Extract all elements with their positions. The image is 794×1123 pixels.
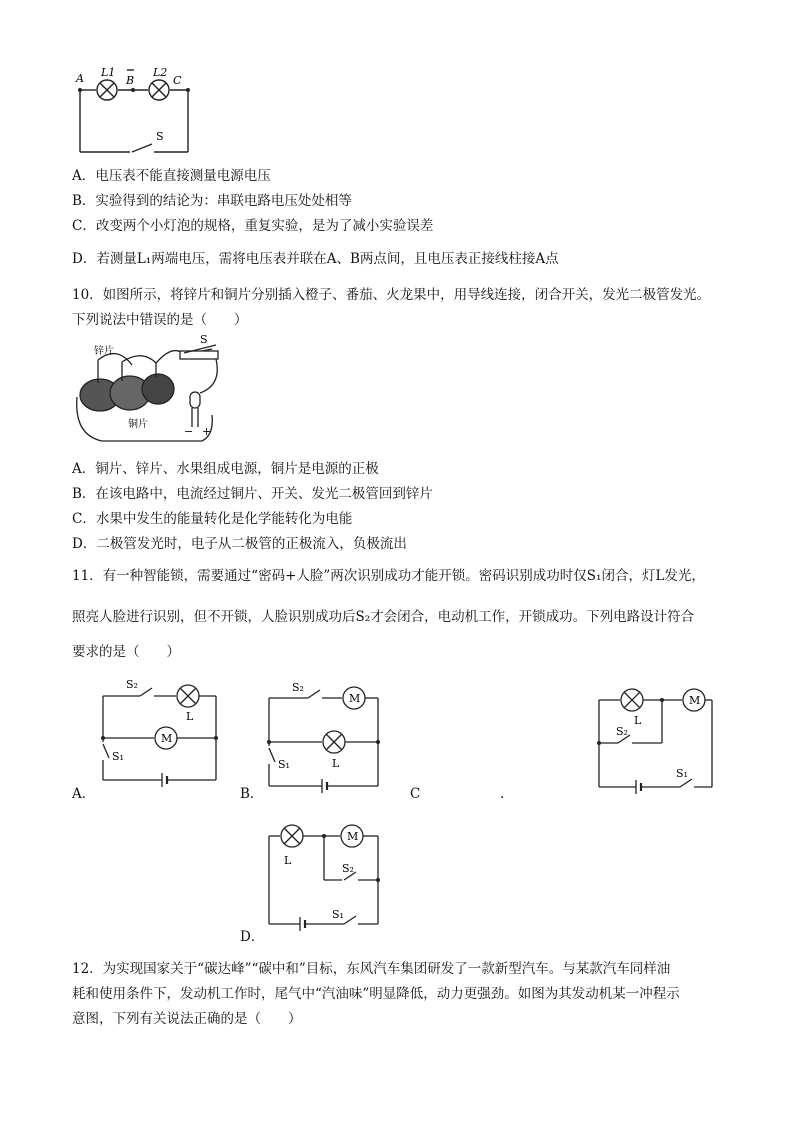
q10-stem-line1: 10．如图所示，将锌片和铜片分别插入橙子、番茄、火龙果中，用导线连接，闭合开关，发光二极管发光。 xyxy=(72,287,711,303)
q10-option-a: A．铜片、锌片、水果组成电源，铜片是电源的正极 xyxy=(72,461,379,477)
q11-d-label-m: M xyxy=(347,830,359,843)
q10-label-switch: S xyxy=(200,333,208,346)
q10-stem-line2: 下列说法中错误的是（ ） xyxy=(72,312,248,328)
q10-option-d: D．二极管发光时，电子从二极管的正极流入，负极流出 xyxy=(72,536,407,552)
q11-choice-a[interactable]: A． xyxy=(72,786,96,802)
q11-circuit-c xyxy=(596,683,721,795)
q11-choice-c-dot: . xyxy=(500,786,505,802)
q11-c-label-s2: S₂ xyxy=(616,725,628,738)
q11-circuit-a xyxy=(100,678,225,790)
q11-b-label-s1: S₁ xyxy=(278,758,290,771)
q9-label-l1: L1 xyxy=(101,66,116,79)
q11-b-label-l: L xyxy=(332,757,340,770)
q11-choice-d[interactable]: D． xyxy=(240,929,265,945)
q11-c-label-l: L xyxy=(634,714,642,727)
q9-circuit-figure xyxy=(70,60,200,160)
q11-c-label-m: M xyxy=(689,694,701,707)
q10-option-c: C．水果中发生的能量转化是化学能转化为电能 xyxy=(72,511,353,527)
q11-c-label-s1: S₁ xyxy=(676,767,688,780)
q11-d-label-l: L xyxy=(284,854,292,867)
q11-stem-line2: 照亮人脸进行识别，但不开锁，人脸识别成功后S₂才会闭合，电动机工作，开锁成功。下列电路设计符合 xyxy=(72,609,695,625)
q10-label-plus: + xyxy=(202,425,212,438)
q9-option-c: C．改变两个小灯泡的规格，重复实验，是为了减小实验误差 xyxy=(72,218,434,234)
q10-fruit-battery-figure xyxy=(72,335,222,447)
q10-label-copper: 铜片 xyxy=(128,419,148,430)
q11-a-label-l: L xyxy=(186,710,194,723)
q11-a-label-s2: S₂ xyxy=(126,678,138,691)
q9-label-c: C xyxy=(173,74,182,87)
q11-stem-line1: 11．有一种智能锁，需要通过“密码+人脸”两次识别成功才能开锁。密码识别成功时仅S₁闭合，灯L发光， xyxy=(72,568,705,584)
q11-choice-b[interactable]: B． xyxy=(240,786,264,802)
q12-stem-line1: 12．为实现国家关于“碳达峰”“碳中和”目标，东风汽车集团研发了一款新型汽车。与某款汽车同样油 xyxy=(72,961,671,977)
q9-label-a: A xyxy=(76,72,84,85)
q10-label-minus: − xyxy=(184,425,194,438)
q11-circuit-b xyxy=(266,680,391,796)
q11-d-label-s1: S₁ xyxy=(332,908,344,921)
q12-stem-line2: 耗和使用条件下，发动机工作时，尾气中“汽油味”明显降低，动力更强劲。如图为其发动机某一冲程示 xyxy=(72,986,680,1002)
q9-label-l2: L2 xyxy=(153,66,168,79)
q9-label-s: S xyxy=(156,130,164,143)
q11-stem-line3: 要求的是（ ） xyxy=(72,644,180,660)
q10-label-zinc: 锌片 xyxy=(94,346,114,357)
q10-option-b: B．在该电路中，电流经过铜片、开关、发光二极管回到锌片 xyxy=(72,486,433,502)
q11-b-label-m: M xyxy=(349,692,361,705)
q11-d-label-s2: S₂ xyxy=(342,862,354,875)
q12-stem-line3: 意图，下列有关说法正确的是（ ） xyxy=(72,1011,302,1027)
q11-choice-c[interactable]: C xyxy=(410,786,421,802)
q11-a-label-s1: S₁ xyxy=(112,750,124,763)
q9-option-a: A．电压表不能直接测量电源电压 xyxy=(72,168,271,184)
q11-circuit-d xyxy=(266,822,391,932)
q9-label-b: B xyxy=(126,74,135,87)
q9-option-b: B．实验得到的结论为：串联电路电压处处相等 xyxy=(72,193,352,209)
q11-a-label-m: M xyxy=(161,732,173,745)
q11-b-label-s2: S₂ xyxy=(292,681,304,694)
q9-option-d: D．若测量L₁两端电压，需将电压表并联在A、B两点间，且电压表正接线柱接A点 xyxy=(72,251,559,267)
